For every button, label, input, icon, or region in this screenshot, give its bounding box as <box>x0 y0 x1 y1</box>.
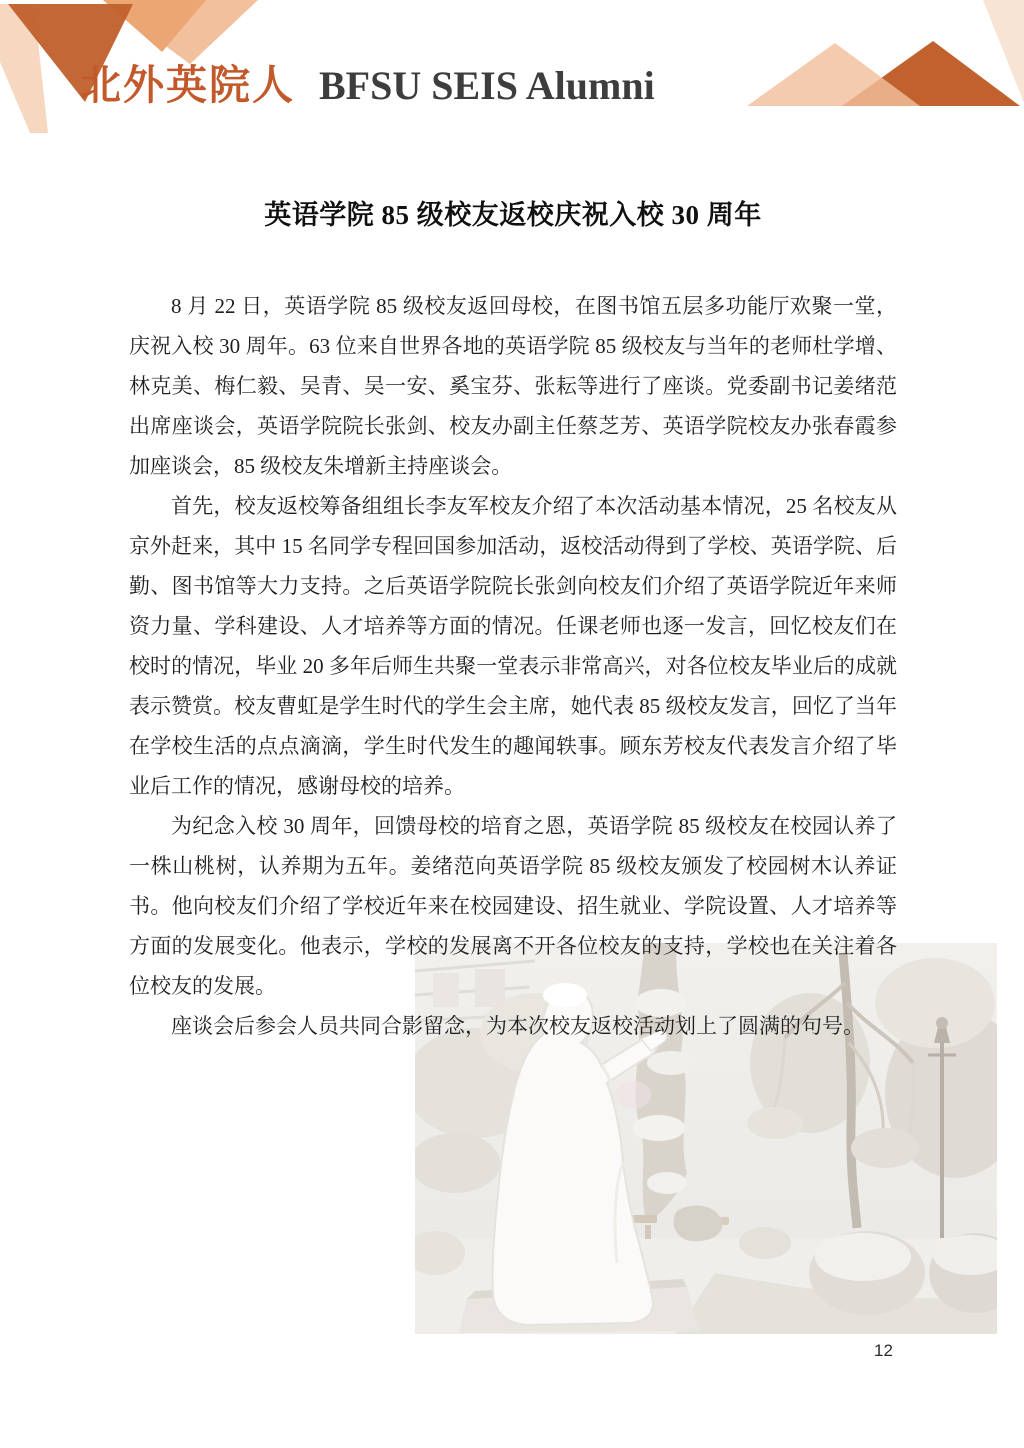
article-title: 英语学院 85 级校友返校庆祝入校 30 周年 <box>264 200 762 230</box>
article-body <box>129 286 897 1046</box>
article-paragraph-1: 8 月 22 日，英语学院 85 级校友返回母校，在图书馆五层多功能厅欢聚一堂，庆祝入校 30 周年。63 位来自世界各地的英语学院 85 级校友与当年的老师杜学增、林克美、梅仁毅、吴青、吴一安、奚宝芬、张耘等进行了座谈。党委副书记姜绪范出席座谈会，英语学院院长张剑、校友办副主任蔡芝芳、英语学院校友办张春霞参加座谈会，85 级校友朱增新主持座谈会。 <box>129 294 897 478</box>
masthead <box>80 52 655 111</box>
article-paragraph-4: 座谈会后参会人员共同合影留念，为本次校友返校活动划上了圆满的句号。 <box>171 1014 864 1038</box>
page-number: 12 <box>874 1341 893 1360</box>
article-paragraph-2: 首先，校友返校筹备组组长李友军校友介绍了本次活动基本情况，25 名校友从京外赶来，其中 15 名同学专程回国参加活动，返校活动得到了学校、英语学院、后勤、图书馆等大力支持。之后英语学院院长张剑向校友们介绍了英语学院近年来师资力量、学科建设、人才培养等方面的情况。任课老师也逐一发言，回忆校友们在校时的情况，毕业 20 多年后师生共聚一堂表示非常高兴，对各位校友毕业后的成就表示赞赏。校友曹虹是学生时代的学生会主席，她代表 85 级校友发言，回忆了当年在学校生活的点点滴滴，学生时代发生的趣闻轶事。顾东芳校友代表发言介绍了毕业后工作的情况，感谢母校的培养。 <box>129 494 897 798</box>
masthead-english-title: BFSU SEIS Alumni <box>319 63 655 108</box>
lens-flare <box>615 1081 651 1109</box>
article-paragraph-3: 为纪念入校 30 周年，回馈母校的培育之恩，英语学院 85 级校友在校园认养了一株山桃树，认养期为五年。姜绪范向英语学院 85 级校友颁发了校园树木认养证书。他向校友们介绍了学校近年来在校园建设、招生就业、学院设置、人才培养等方面的发展变化。他表示，学校的发展离不开各位校友的支持，学校也在关注着各位校友的发展。 <box>129 814 897 998</box>
masthead-chinese-title: 北外英院人 <box>80 62 295 108</box>
